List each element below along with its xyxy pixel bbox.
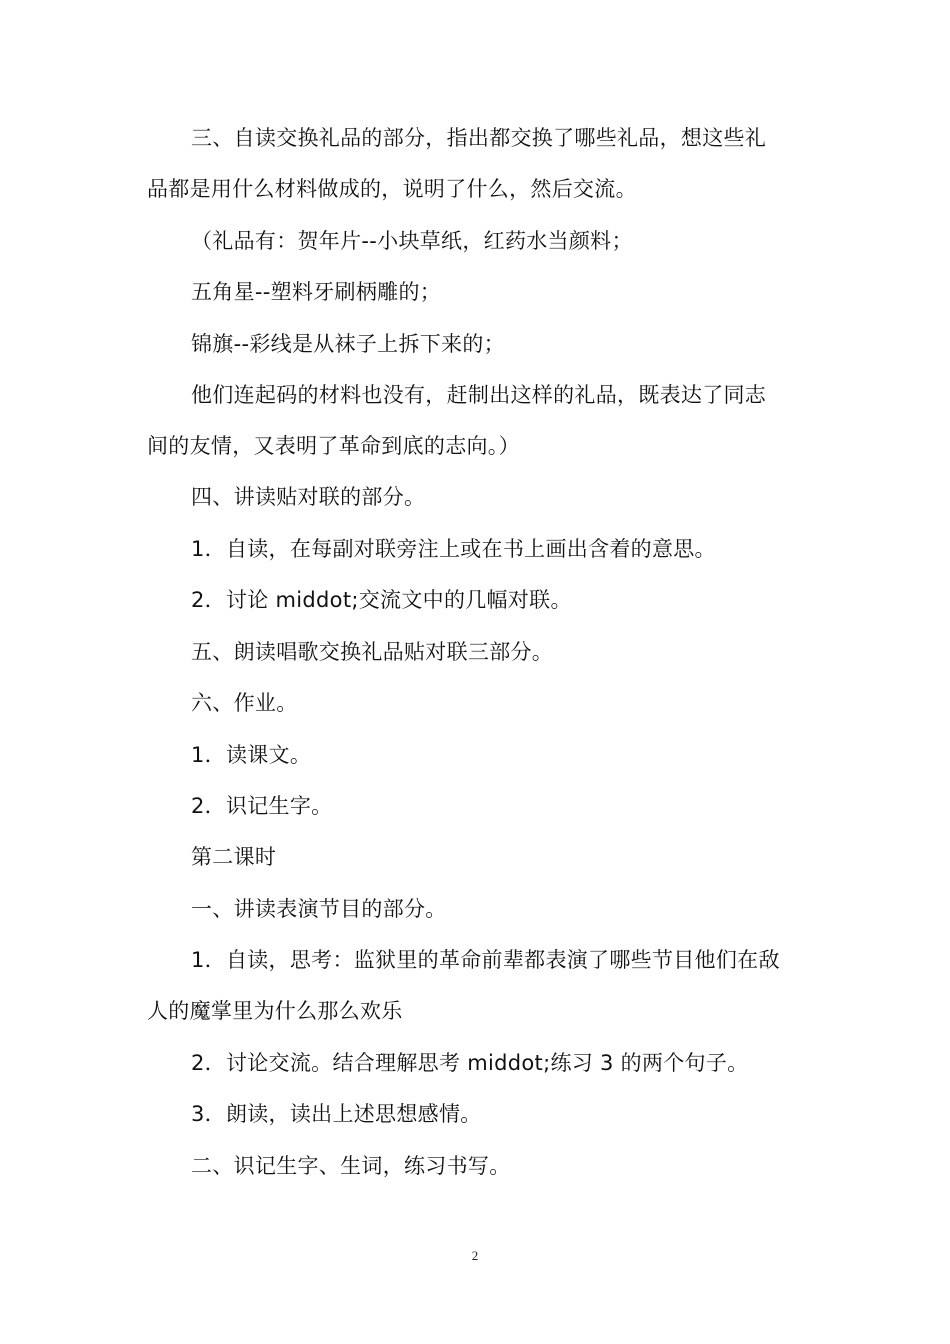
paragraph-line: 五角星--塑料牙刷柄雕的； bbox=[191, 280, 442, 304]
paragraph-line: 人的魔掌里为什么那么欢乐 bbox=[147, 999, 403, 1023]
lesson-heading: 第二课时 bbox=[191, 845, 277, 869]
section-heading: 二、识记生字、生词，练习书写。 bbox=[191, 1154, 511, 1178]
section-heading: 六、作业。 bbox=[191, 691, 298, 715]
paragraph-line: （礼品有：贺年片--小块草纸，红药水当颜料； bbox=[191, 229, 633, 253]
section-heading: 四、讲读贴对联的部分。 bbox=[191, 485, 426, 509]
section-heading: 一、讲读表演节目的部分。 bbox=[191, 897, 447, 921]
list-item: 1．自读，思考：监狱里的革命前辈都表演了哪些节目他们在敌 bbox=[191, 948, 780, 972]
list-item: 1．读课文。 bbox=[191, 743, 312, 767]
paragraph-line: 品都是用什么材料做成的，说明了什么，然后交流。 bbox=[147, 177, 637, 201]
list-item: 3．朗读，读出上述思想感情。 bbox=[191, 1102, 482, 1126]
paragraph-line: 锦旗--彩线是从袜子上拆下来的； bbox=[191, 332, 505, 356]
list-item: 2．讨论交流。结合理解思考 middot;练习 3 的两个句子。 bbox=[191, 1051, 749, 1075]
paragraph-line: 间的友情，又表明了革命到底的志向。） bbox=[147, 434, 520, 458]
page-number: 2 bbox=[471, 1248, 479, 1263]
section-heading: 五、朗读唱歌交换礼品贴对联三部分。 bbox=[191, 640, 554, 664]
paragraph-line: 三、自读交换礼品的部分，指出都交换了哪些礼品，想这些礼 bbox=[191, 126, 767, 150]
list-item: 1．自读，在每副对联旁注上或在书上画出含着的意思。 bbox=[191, 537, 716, 561]
list-item: 2．识记生字。 bbox=[191, 794, 333, 818]
list-item: 2．讨论 middot;交流文中的几幅对联。 bbox=[191, 588, 572, 612]
paragraph-line: 他们连起码的材料也没有，赶制出这样的礼品，既表达了同志 bbox=[191, 383, 767, 407]
